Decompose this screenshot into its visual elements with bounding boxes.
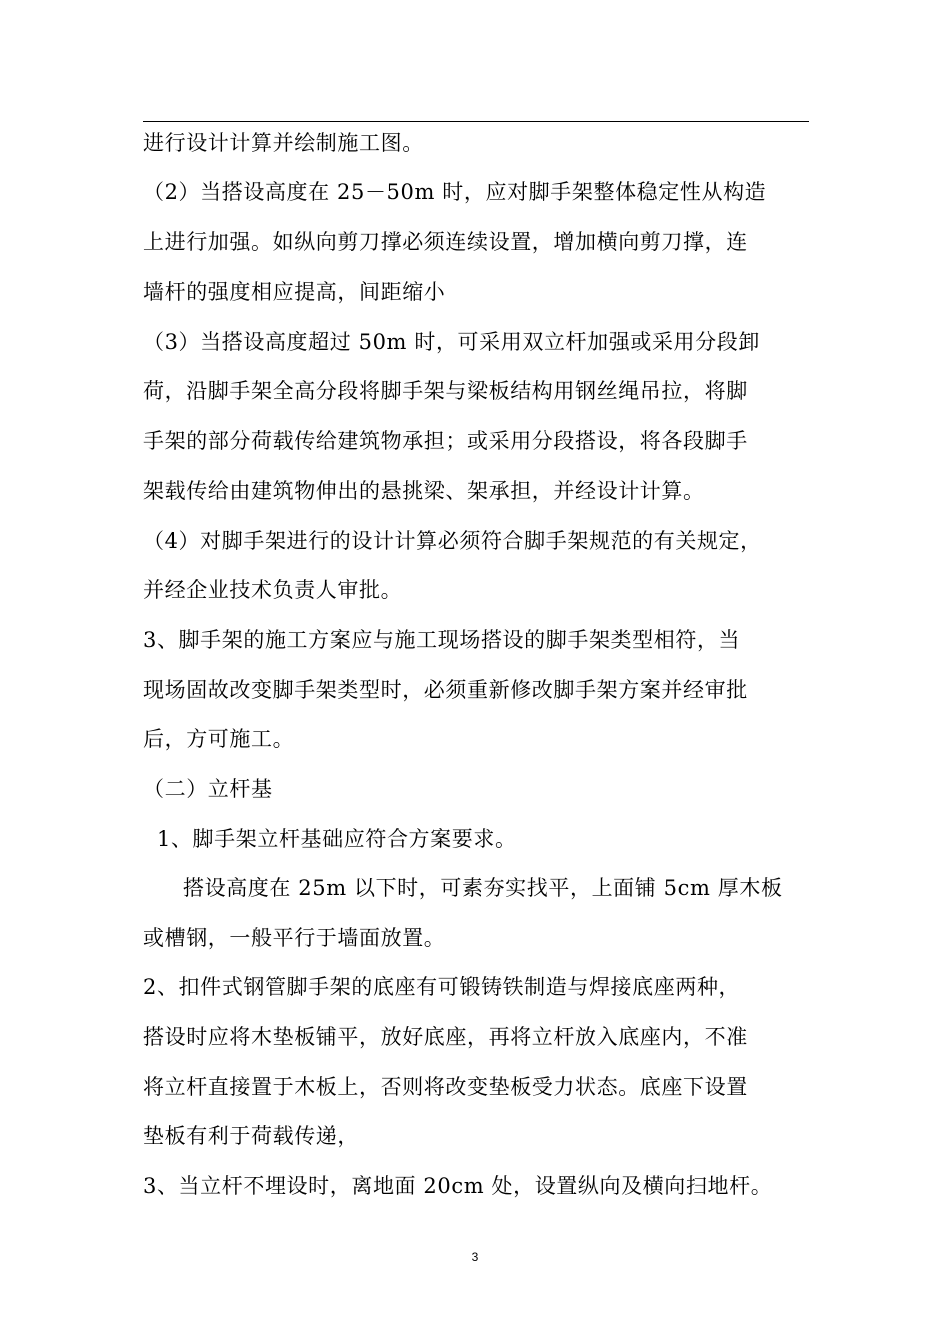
header-rule [143,121,809,122]
text-line: 并经企业技术负责人审批。 [143,578,403,602]
text-line: （4）对脚手架进行的设计计算必须符合脚手架规范的有关规定， [143,529,762,553]
text-line: 搭设高度在 25m 以下时，可素夯实找平，上面铺 5cm 厚木板 [183,876,783,900]
text-line: 上进行加强。如纵向剪刀撑必须连续设置，增加横向剪刀撑，连 [143,230,748,254]
text-line: 3、脚手架的施工方案应与施工现场搭设的脚手架类型相符，当 [143,628,741,652]
text-line: 或槽钢，一般平行于墙面放置。 [143,926,446,950]
text-line: 2、扣件式钢管脚手架的底座有可锻铸铁制造与焊接底座两种， [143,975,741,999]
text-line: 垫板有利于荷载传递， [143,1124,359,1148]
text-line: 进行设计计算并绘制施工图。 [143,131,424,155]
text-line: 荷，沿脚手架全高分段将脚手架与梁板结构用钢丝绳吊拉，将脚 [143,379,748,403]
text-line: 手架的部分荷载传给建筑物承担；或采用分段搭设，将各段脚手 [143,429,748,453]
section-heading: （二）立杆基 [143,777,273,801]
page-number: 3 [471,1250,479,1264]
text-line: 现场固故改变脚手架类型时，必须重新修改脚手架方案并经审批 [143,678,748,702]
text-line: 1、脚手架立杆基础应符合方案要求。 [157,827,517,851]
text-line: 墙杆的强度相应提高，间距缩小 [143,280,446,304]
text-line: 架载传给由建筑物伸出的悬挑梁、架承担，并经设计计算。 [143,479,705,503]
text-line: （2）当搭设高度在 25－50m 时，应对脚手架整体稳定性从构造 [143,180,767,204]
text-line: 3、当立杆不埋设时，离地面 20cm 处，设置纵向及横向扫地杆。 [143,1174,773,1198]
text-line: 将立杆直接置于木板上，否则将改变垫板受力状态。底座下设置 [143,1075,748,1099]
text-line: 后，方可施工。 [143,727,295,751]
text-line: 搭设时应将木垫板铺平，放好底座，再将立杆放入底座内，不准 [143,1025,748,1049]
text-line: （3）当搭设高度超过 50m 时，可采用双立杆加强或采用分段卸 [143,330,760,354]
